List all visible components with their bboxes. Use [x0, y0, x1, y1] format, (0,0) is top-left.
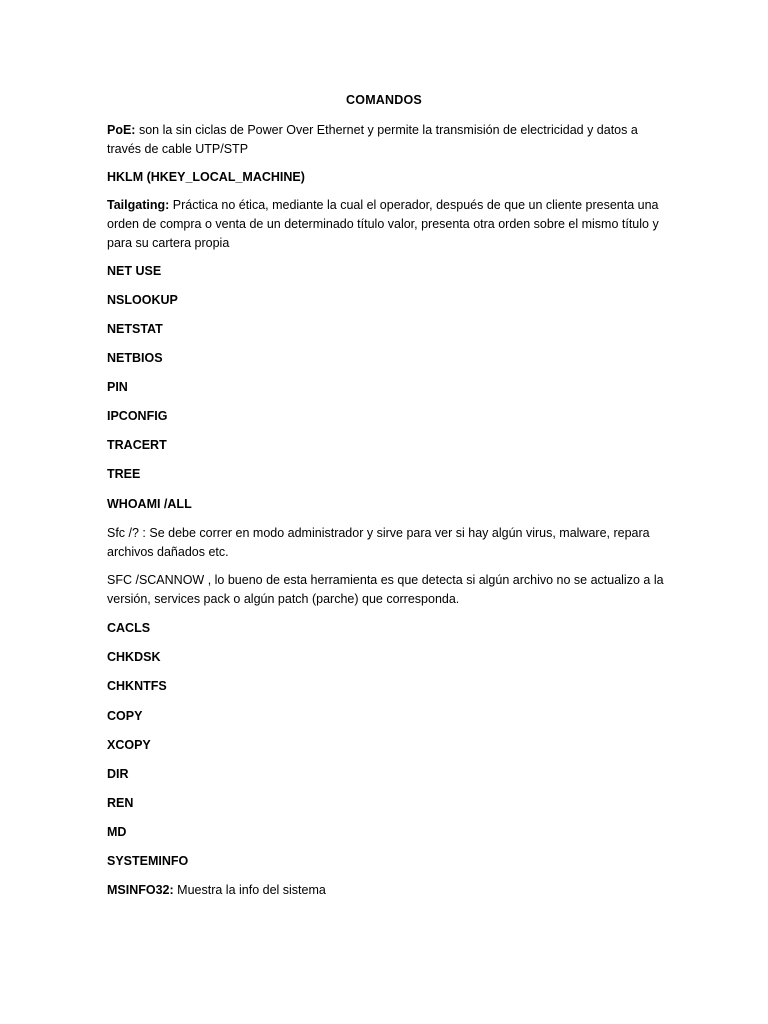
msinfo-paragraph [107, 881, 667, 900]
hklm-line: HKLM (HKEY_LOCAL_MACHINE) [107, 170, 305, 184]
sfc-scannow-paragraph: SFC /SCANNOW , lo bueno de esta herramienta es que detecta si algún archivo no se actualizo a la versión, services pack o algún patch (parche) que corresponda. [107, 573, 664, 606]
command-net-use: NET USE [107, 264, 162, 278]
command-md: MD [107, 825, 127, 839]
command-cacls: CACLS [107, 621, 151, 635]
tailgating-term: Tailgating: [107, 198, 170, 212]
command-xcopy: XCOPY [107, 738, 151, 752]
sfc-help-paragraph: Sfc /? : Se debe correr en modo administrador y sirve para ver si hay algún virus, malware, repara archivos dañados etc. [107, 526, 650, 559]
command-whoami: WHOAMI /ALL [107, 497, 192, 511]
command-chkdsk: CHKDSK [107, 650, 161, 664]
command-tree: TREE [107, 467, 141, 481]
tailgating-paragraph [107, 196, 667, 253]
document-title: COMANDOS [346, 93, 422, 107]
command-ren: REN [107, 796, 134, 810]
command-nslookup: NSLOOKUP [107, 293, 178, 307]
command-copy: COPY [107, 709, 143, 723]
command-netstat: NETSTAT [107, 322, 163, 336]
tailgating-text: Práctica no ética, mediante la cual el operador, después de que un cliente presenta una orden de compra o venta de un determinado título valor, presenta otra orden sobre el mismo título y para su cartera propia [107, 198, 659, 250]
command-systeminfo: SYSTEMINFO [107, 854, 189, 868]
command-tracert: TRACERT [107, 438, 167, 452]
msinfo-term: MSINFO32: [107, 883, 174, 897]
msinfo-text: Muestra la info del sistema [173, 883, 326, 897]
command-netbios: NETBIOS [107, 351, 163, 365]
poe-term: PoE: [107, 123, 136, 137]
command-pin: PIN [107, 380, 128, 394]
poe-paragraph [107, 121, 667, 159]
command-ipconfig: IPCONFIG [107, 409, 168, 423]
poe-text: son la sin ciclas de Power Over Ethernet y permite la transmisión de electricidad y datos a través de cable UTP/STP [107, 123, 638, 156]
command-chkntfs: CHKNTFS [107, 679, 167, 693]
command-dir: DIR [107, 767, 129, 781]
